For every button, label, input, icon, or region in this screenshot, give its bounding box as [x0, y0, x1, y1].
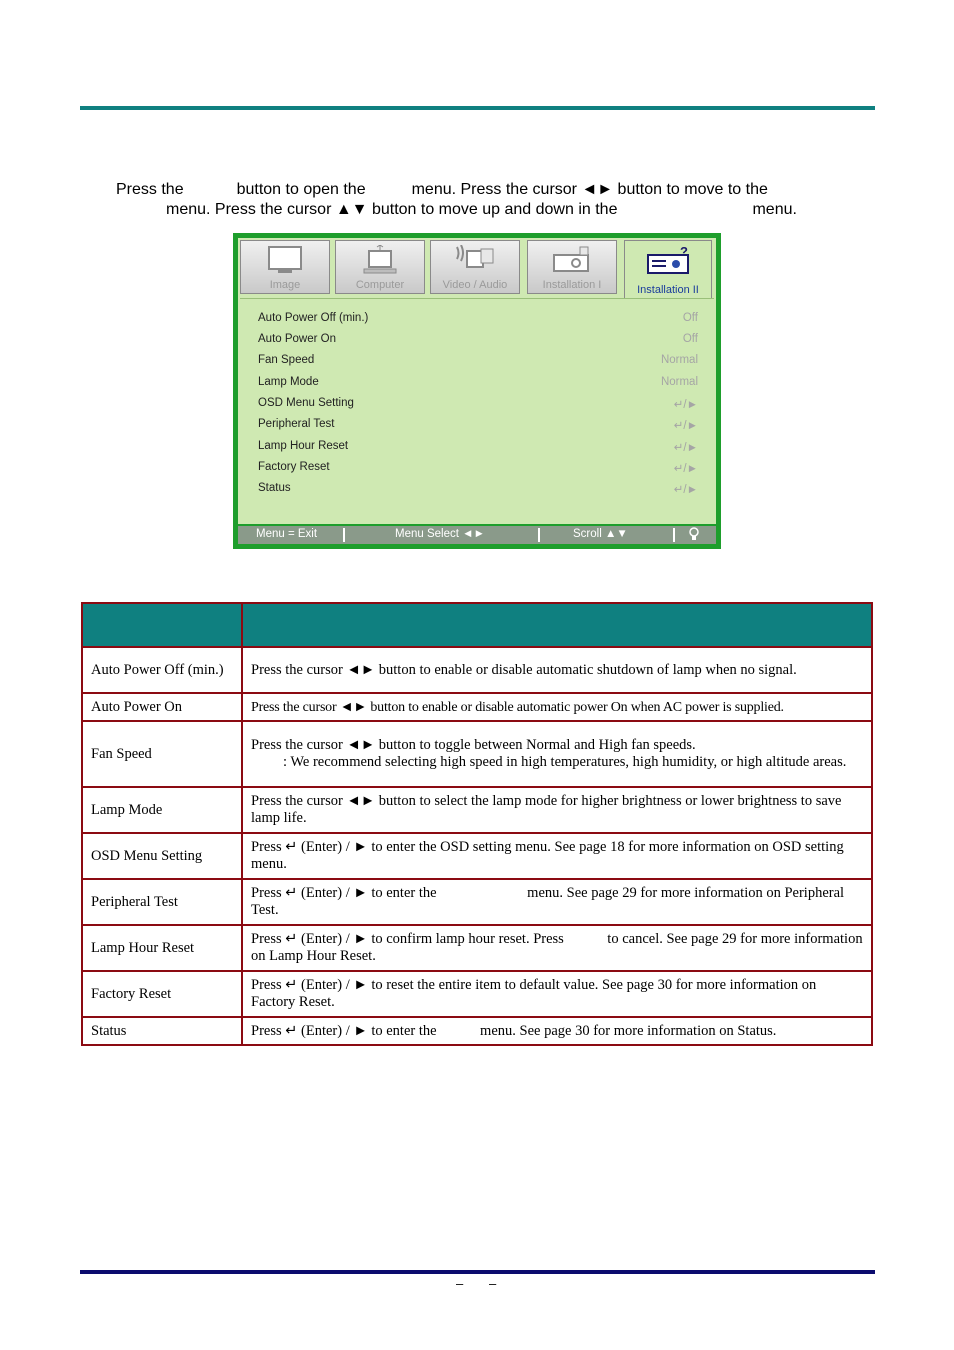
osd-row-value: ↵/► — [673, 463, 698, 475]
osd-row-label: Fan Speed — [258, 354, 315, 366]
osd-row-label: Factory Reset — [258, 461, 330, 473]
hint-separator — [538, 528, 540, 542]
intro-line-1 — [116, 180, 768, 200]
tab-label: Installation II — [637, 284, 699, 296]
hint-separator — [343, 528, 345, 542]
osd-row-value: ↵/► — [673, 399, 698, 411]
table-row — [82, 879, 872, 925]
installation-ii-icon — [644, 245, 692, 277]
osd-row-value: Normal — [660, 354, 698, 366]
settings-description-table — [81, 602, 873, 1046]
osd-row-osd-menu-setting[interactable] — [258, 394, 698, 414]
table-item-cell: Lamp Hour Reset — [82, 925, 242, 971]
tab-image[interactable] — [240, 240, 330, 294]
osd-row-value: Off — [682, 312, 698, 324]
footer-dash-left: – — [456, 1276, 464, 1291]
osd-row-lamp-hour-reset[interactable] — [258, 437, 698, 457]
osd-row-lamp-mode[interactable] — [258, 373, 698, 393]
osd-row-value: Normal — [660, 376, 698, 388]
osd-row-auto-power-on[interactable] — [258, 330, 698, 350]
osd-menu — [233, 233, 721, 549]
table-desc-cell: Press ↵ (Enter) / ► to enter the OSD setting menu. See page 18 for more information on OSD setting menu. — [242, 833, 872, 879]
table-desc-cell: Press the cursor ◄► button to enable or disable automatic shutdown of lamp when no signal. — [242, 647, 872, 693]
table-row — [82, 925, 872, 971]
top-rule — [80, 106, 875, 110]
table-item-cell: Auto Power Off (min.) — [82, 647, 242, 693]
tab-installation-i[interactable] — [527, 240, 617, 294]
svg-text:?: ? — [680, 245, 688, 259]
tab-label: Video / Audio — [442, 279, 508, 291]
tab-computer[interactable] — [335, 240, 425, 294]
osd-row-value: ↵/► — [673, 484, 698, 496]
osd-row-label: Auto Power Off (min.) — [258, 312, 369, 324]
table-desc-cell: Press ↵ (Enter) / ► to enter the menu. See page 29 for more information on Peripheral Test. — [242, 879, 872, 925]
intro-menu: menu. Press the cursor ▲▼ button to move up and down in the — [166, 201, 618, 218]
image-icon — [266, 245, 304, 275]
tab-label: Image — [269, 279, 301, 291]
table-header-cell — [242, 603, 872, 647]
osd-row-label: Peripheral Test — [258, 418, 335, 430]
hint-scroll: Scroll ▲▼ — [573, 528, 628, 540]
table-item-cell: Lamp Mode — [82, 787, 242, 833]
table-item-cell: OSD Menu Setting — [82, 833, 242, 879]
hint-separator — [673, 528, 675, 542]
osd-settings-list — [240, 298, 714, 523]
table-row — [82, 971, 872, 1017]
desc-note: : We recommend selecting high speed in high temperatures, high humidity, or high altitude areas. — [283, 754, 847, 770]
table-row — [82, 833, 872, 879]
osd-row-label: Lamp Mode — [258, 376, 319, 388]
installation-icon — [550, 245, 594, 277]
tab-installation-ii[interactable] — [624, 240, 712, 298]
table-item-cell: Auto Power On — [82, 693, 242, 721]
table-item-cell: Factory Reset — [82, 971, 242, 1017]
intro-cursor: menu. Press the cursor ◄► button to move to the — [411, 181, 768, 198]
osd-row-factory-reset[interactable] — [258, 458, 698, 478]
table-header-cell — [82, 603, 242, 647]
table-header-row — [82, 603, 872, 647]
table-desc-cell: Press the cursor ◄► button to select the lamp mode for higher brightness or lower brightness to save lamp life. — [242, 787, 872, 833]
footer-dash-right: – — [489, 1276, 497, 1291]
osd-panel — [238, 238, 716, 524]
table-desc-cell — [242, 721, 872, 787]
desc-line: Press the cursor ◄► button to toggle between Normal and High fan speeds. — [251, 737, 696, 753]
tab-video-audio[interactable] — [430, 240, 520, 294]
hint-menu-select: Menu Select ◄► — [395, 528, 485, 540]
intro-press: Press the — [116, 181, 184, 198]
intro-open: button to open the — [236, 181, 366, 198]
tab-label: Installation I — [542, 279, 602, 291]
osd-row-value: ↵/► — [673, 420, 698, 432]
hint-menu-exit: Menu = Exit — [256, 528, 318, 540]
lightbulb-icon — [688, 527, 700, 544]
osd-row-status[interactable] — [258, 479, 698, 499]
table-item-cell: Status — [82, 1017, 242, 1045]
table-desc-cell: Press the cursor ◄► button to enable or disable automatic power On when AC power is supplied. — [242, 693, 872, 721]
table-row — [82, 721, 872, 787]
table-row — [82, 693, 872, 721]
osd-row-peripheral-test[interactable] — [258, 415, 698, 435]
table-row — [82, 787, 872, 833]
table-desc-cell: Press ↵ (Enter) / ► to enter the menu. See page 30 for more information on Status. — [242, 1017, 872, 1045]
osd-row-value: Off — [682, 333, 698, 345]
tab-label: Computer — [355, 279, 405, 291]
intro-line-2 — [166, 200, 797, 220]
bottom-rule — [80, 1270, 875, 1274]
table-row — [82, 1017, 872, 1045]
computer-icon — [360, 245, 400, 277]
osd-row-auto-power-off[interactable] — [258, 309, 698, 329]
table-row — [82, 647, 872, 693]
osd-row-fan-speed[interactable] — [258, 351, 698, 371]
video-audio-icon — [453, 245, 497, 277]
table-desc-cell: Press ↵ (Enter) / ► to reset the entire item to default value. See page 30 for more information on Factory Reset. — [242, 971, 872, 1017]
table-item-cell: Peripheral Test — [82, 879, 242, 925]
intro-end: menu. — [752, 201, 797, 218]
osd-row-label: Status — [258, 482, 291, 494]
table-item-cell: Fan Speed — [82, 721, 242, 787]
osd-row-label: Lamp Hour Reset — [258, 440, 349, 452]
table-desc-cell: Press ↵ (Enter) / ► to confirm lamp hour reset. Press to cancel. See page 29 for more information on Lamp Hour Reset. — [242, 925, 872, 971]
osd-row-label: Auto Power On — [258, 333, 336, 345]
osd-row-value: ↵/► — [673, 442, 698, 454]
osd-row-label: OSD Menu Setting — [258, 397, 354, 409]
osd-hint-bar — [238, 526, 716, 544]
